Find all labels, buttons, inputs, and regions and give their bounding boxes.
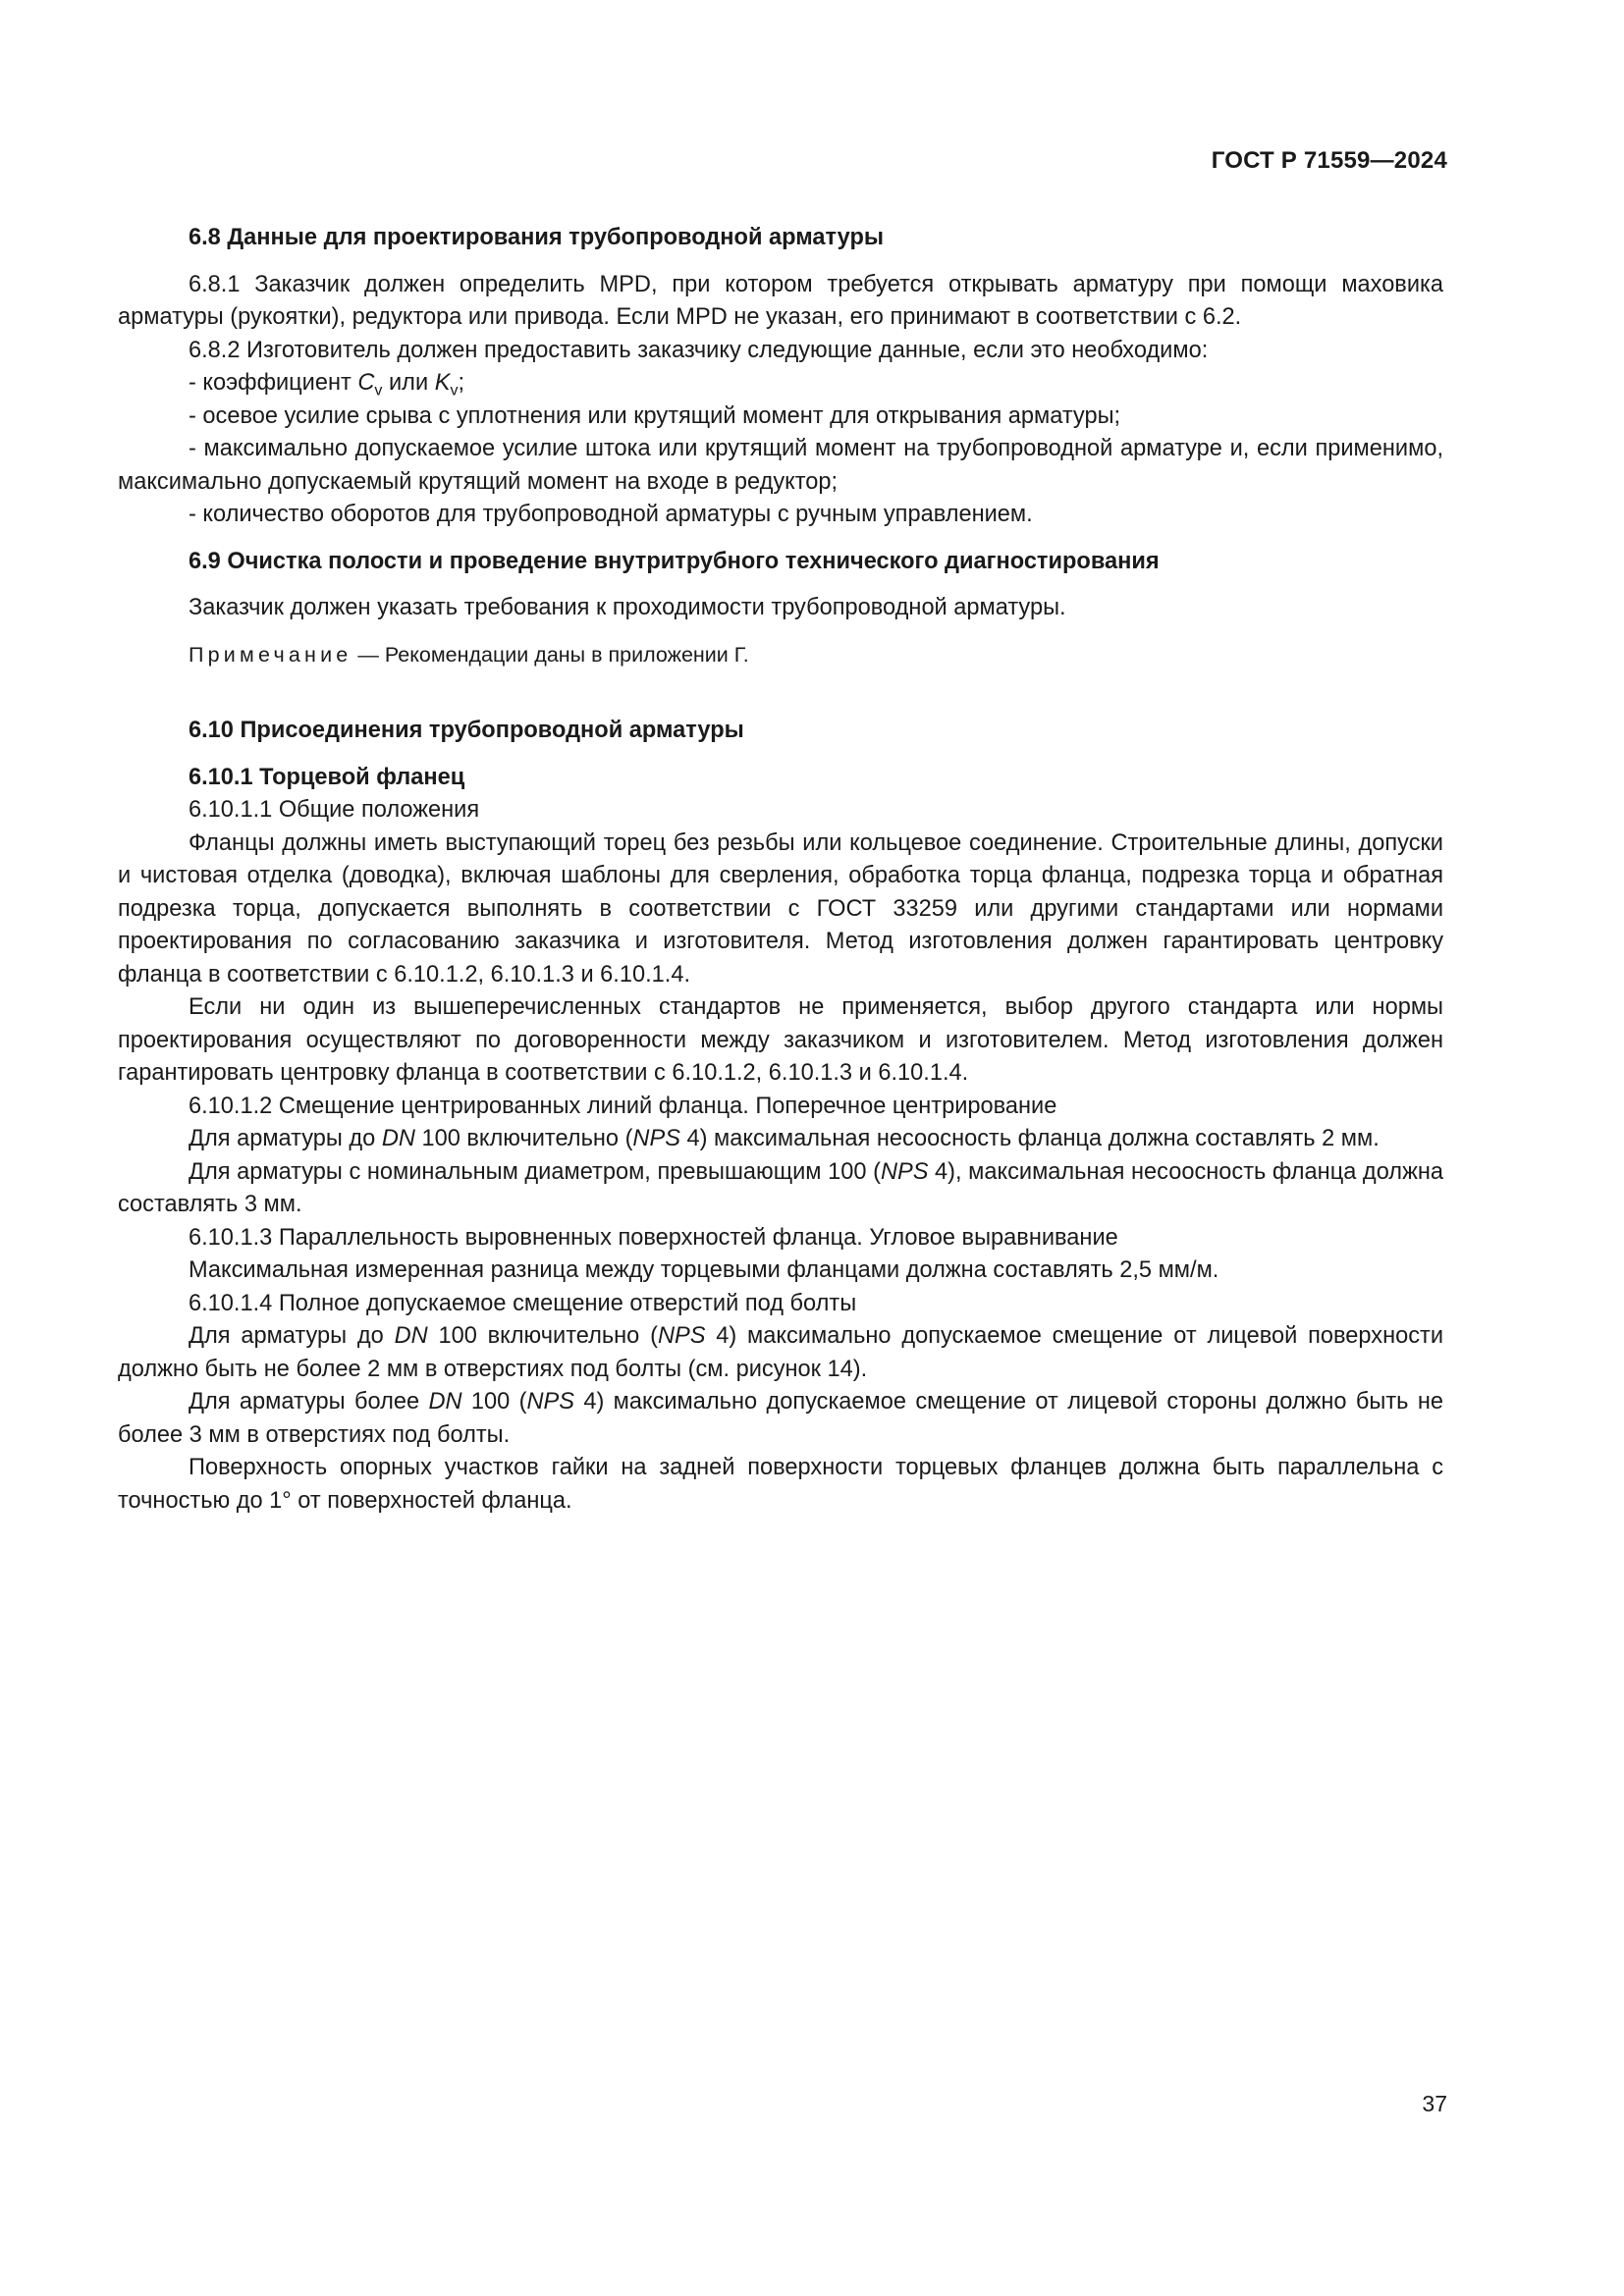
list-item-coefficient bbox=[118, 367, 1443, 400]
section-6-10-1-title: 6.10.1 Торцевой фланец bbox=[189, 764, 465, 790]
term-dn: DN bbox=[428, 1389, 462, 1415]
subscript-v: v bbox=[450, 381, 459, 400]
text-run: 4), максимальная несоосность фланца должна составлять 3 мм. bbox=[118, 1158, 1443, 1217]
text-run: Для арматуры с номинальным диаметром, превышающим 100 ( bbox=[189, 1158, 881, 1185]
section-6-10-title: 6.10 Присоединения трубопроводной арматуры bbox=[189, 718, 744, 743]
note-label: Примечание bbox=[189, 642, 352, 667]
list-item-text: или bbox=[382, 370, 435, 396]
paragraph-misalignment-dn100 bbox=[118, 1123, 1443, 1156]
paragraph-6-8-1: 6.8.1 Заказчик должен определить MPD, при котором требуется открывать арматуру при помощи маховика арматуры (рукоятки), редуктора или привода. Если MPD не указан, его принимают в соответствии с 6.2. bbox=[118, 271, 1443, 330]
paragraph-misalignment-over100 bbox=[118, 1156, 1443, 1222]
page-number: 37 bbox=[1422, 2091, 1447, 2116]
section-6-9-title: 6.9 Очистка полости и проведение внутритрубного технического диагностирования bbox=[189, 548, 1160, 574]
subscript-v: v bbox=[374, 381, 383, 400]
list-item-max-stem-force: - максимально допускаемое усилие штока или крутящий момент на трубопроводной арматуре и, если применимо, максимально допускаемый крутящий момент на входе в редуктор; bbox=[118, 436, 1443, 495]
term-dn: DN bbox=[381, 1126, 415, 1151]
note-text: — Рекомендации даны в приложении Г. bbox=[352, 642, 749, 667]
text-run: 4) максимально допускаемое смещение от лицевой поверхности должно быть не более 2 мм в отверстиях под болты (см. рисунок 14). bbox=[118, 1323, 1444, 1382]
document-body bbox=[118, 222, 1443, 1518]
paragraph-nut-surface: Поверхность опорных участков гайки на задней поверхности торцевых фланцев должна быть параллельна с точностью до 1° от поверхностей фланца. bbox=[118, 1455, 1443, 1514]
section-6-10-1-4-title: 6.10.1.4 Полное допускаемое смещение отверстий под болты bbox=[189, 1290, 857, 1316]
term-nps: NPS bbox=[657, 1323, 706, 1349]
paragraph-bolt-offset-over100 bbox=[118, 1386, 1443, 1452]
text-run: 4) максимально допускаемое смещение от лицевой стороны должно быть не более 3 мм в отверстиях под болты. bbox=[118, 1389, 1443, 1448]
section-6-10-1-3-title: 6.10.1.3 Параллельность выровненных поверхностей фланца. Угловое выравнивание bbox=[189, 1224, 1118, 1251]
paragraph-6-8-2: 6.8.2 Изготовитель должен предоставить заказчику следующие данные, если это необходимо: bbox=[189, 337, 1209, 363]
section-6-10-1-2-title: 6.10.1.2 Смещение центрированных линий фланца. Поперечное центрирование bbox=[189, 1093, 1057, 1119]
document-header: ГОСТ Р 71559—2024 bbox=[1211, 147, 1447, 174]
section-6-8-title: 6.8 Данные для проектирования трубопроводной арматуры bbox=[189, 225, 885, 250]
term-nps: NPS bbox=[526, 1389, 574, 1415]
term-dn: DN bbox=[394, 1323, 428, 1349]
symbol-c: C bbox=[357, 370, 375, 396]
text-run: 100 включительно ( bbox=[414, 1126, 633, 1151]
section-6-10-1-1-title: 6.10.1.1 Общие положения bbox=[189, 797, 480, 823]
text-run: 100 ( bbox=[461, 1389, 527, 1415]
symbol-k: K bbox=[434, 370, 451, 396]
term-nps: NPS bbox=[632, 1126, 680, 1151]
text-run: 100 включительно ( bbox=[427, 1323, 658, 1349]
text-run: Для арматуры более bbox=[189, 1389, 429, 1415]
list-item-text: - коэффициент bbox=[189, 370, 358, 396]
paragraph-other-standards: Если ни один из вышеперечисленных стандартов не применяется, выбор другого стандарта или нормы проектирования осуществляют по договоренности между заказчиком и изготовителем. Метод изготовления должен гарантировать центровку фланца в соответствии с 6.10.1.2, 6.10.1.3 и 6.10.1.4. bbox=[118, 994, 1443, 1086]
list-item-turns-count: - количество оборотов для трубопроводной арматуры с ручным управлением. bbox=[189, 502, 1033, 527]
list-item-text: ; bbox=[458, 370, 465, 396]
text-run: Для арматуры до bbox=[189, 1126, 382, 1151]
text-run: Для арматуры до bbox=[189, 1323, 395, 1349]
paragraph-bolt-offset-dn100 bbox=[118, 1320, 1443, 1386]
term-nps: NPS bbox=[880, 1158, 929, 1185]
paragraph-flanges: Фланцы должны иметь выступающий торец без резьбы или кольцевое соединение. Строительные длины, допуски и чистовая отделка (доводка), включая шаблоны для сверления, обработка торца фланца, подрезка торца и обратная подрезка торца, допускается выполнять в соответствии с ГОСТ 33259 или другими стандартами или нормами проектирования по согласованию заказчика и изготовителя. Метод изготовления должен гарантировать центровку фланца в соответствии с 6.10.1.2, 6.10.1.3 и 6.10.1.4. bbox=[118, 829, 1443, 988]
text-run: 4) максимальная несоосность фланца должна составлять 2 мм. bbox=[679, 1126, 1380, 1151]
paragraph-max-difference: Максимальная измеренная разница между торцевыми фланцами должна составлять 2,5 мм/м. bbox=[189, 1257, 1219, 1283]
list-item-axial-force: - осевое усилие срыва с уплотнения или крутящий момент для открывания арматуры; bbox=[189, 402, 1121, 429]
paragraph-6-9: Заказчик должен указать требования к проходимости трубопроводной арматуры. bbox=[189, 595, 1066, 620]
note bbox=[118, 639, 1443, 672]
